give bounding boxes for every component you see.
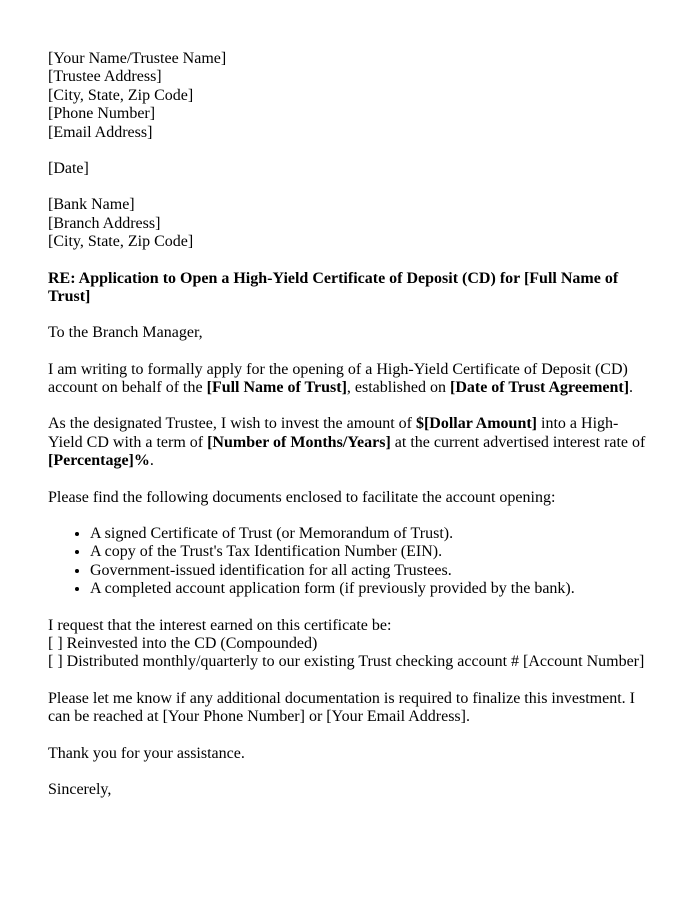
thanks-line: Thank you for your assistance. [48,744,245,762]
placeholder-term: [Number of Months/Years] [207,433,391,451]
paragraph-application-text: , established on [346,379,450,397]
interest-option-reinvest: [ ] Reinvested into the CD (Compounded) [48,634,318,652]
salutation: To the Branch Manager, [48,324,203,342]
paragraph-application [48,361,648,398]
list-item-application-form: • A completed account application form (if previously provided by the bank). [90,580,648,598]
date-line: [Date] [48,159,89,177]
list-item-certificate-of-trust: • A signed Certificate of Trust (or Memorandum of Trust). [90,525,648,543]
paragraph-application-text: I am writing to formally apply for the opening of a High-Yield Certificate of Deposit (CD) account on behalf of the [48,360,628,397]
sender-address: [Trustee Address] [48,68,162,86]
bank-name: [Bank Name] [48,196,135,214]
branch-address: [Branch Address] [48,214,161,232]
paragraph-application-text: . [629,379,634,397]
placeholder-dollar-amount: $[Dollar Amount] [415,415,538,433]
paragraph-closing: Please let me know if any additional documentation is required to finalize this investment. I can be reached at [Your Phone Number] or [Your Email Address]. [48,689,635,726]
sender-phone: [Phone Number] [48,105,156,123]
paragraph-investment [48,415,648,470]
list-item-identification: • Government-issued identification for all acting Trustees. [90,562,648,580]
paragraph-investment-text: at the current advertised interest rate of [390,433,646,451]
placeholder-percentage: [Percentage]% [48,452,150,470]
paragraph-documents-intro: Please find the following documents enclosed to facilitate the account opening: [48,488,556,506]
paragraph-investment-text: As the designated Trustee, I wish to invest the amount of [48,415,416,433]
placeholder-trust-name: [Full Name of Trust] [206,379,347,397]
subject-line: RE: Application to Open a High-Yield Certificate of Deposit (CD) for [Full Name of Trust] [48,269,619,305]
sender-email: [Email Address] [48,123,153,141]
placeholder-trust-agreement-date: [Date of Trust Agreement] [449,379,630,397]
sender-block [48,50,648,142]
sender-city-state-zip: [City, State, Zip Code] [48,86,194,104]
signoff-line: Sincerely, [48,780,112,798]
paragraph-investment-text: . [149,452,154,470]
interest-intro: I request that the interest earned on this certificate be: [48,616,392,634]
sender-name: [Your Name/Trustee Name] [48,50,227,67]
recipient-block [48,196,648,251]
interest-options-block [48,617,648,672]
paragraph-investment-text: into a High-Yield CD with a term of [48,415,619,451]
enclosed-documents-list [48,525,648,599]
list-item-ein: • A copy of the Trust's Tax Identification Number (EIN). [90,543,648,561]
interest-option-distribute: [ ] Distributed monthly/quarterly to our existing Trust checking account # [Account Number] [48,653,645,671]
recipient-city-state-zip: [City, State, Zip Code] [48,233,194,251]
